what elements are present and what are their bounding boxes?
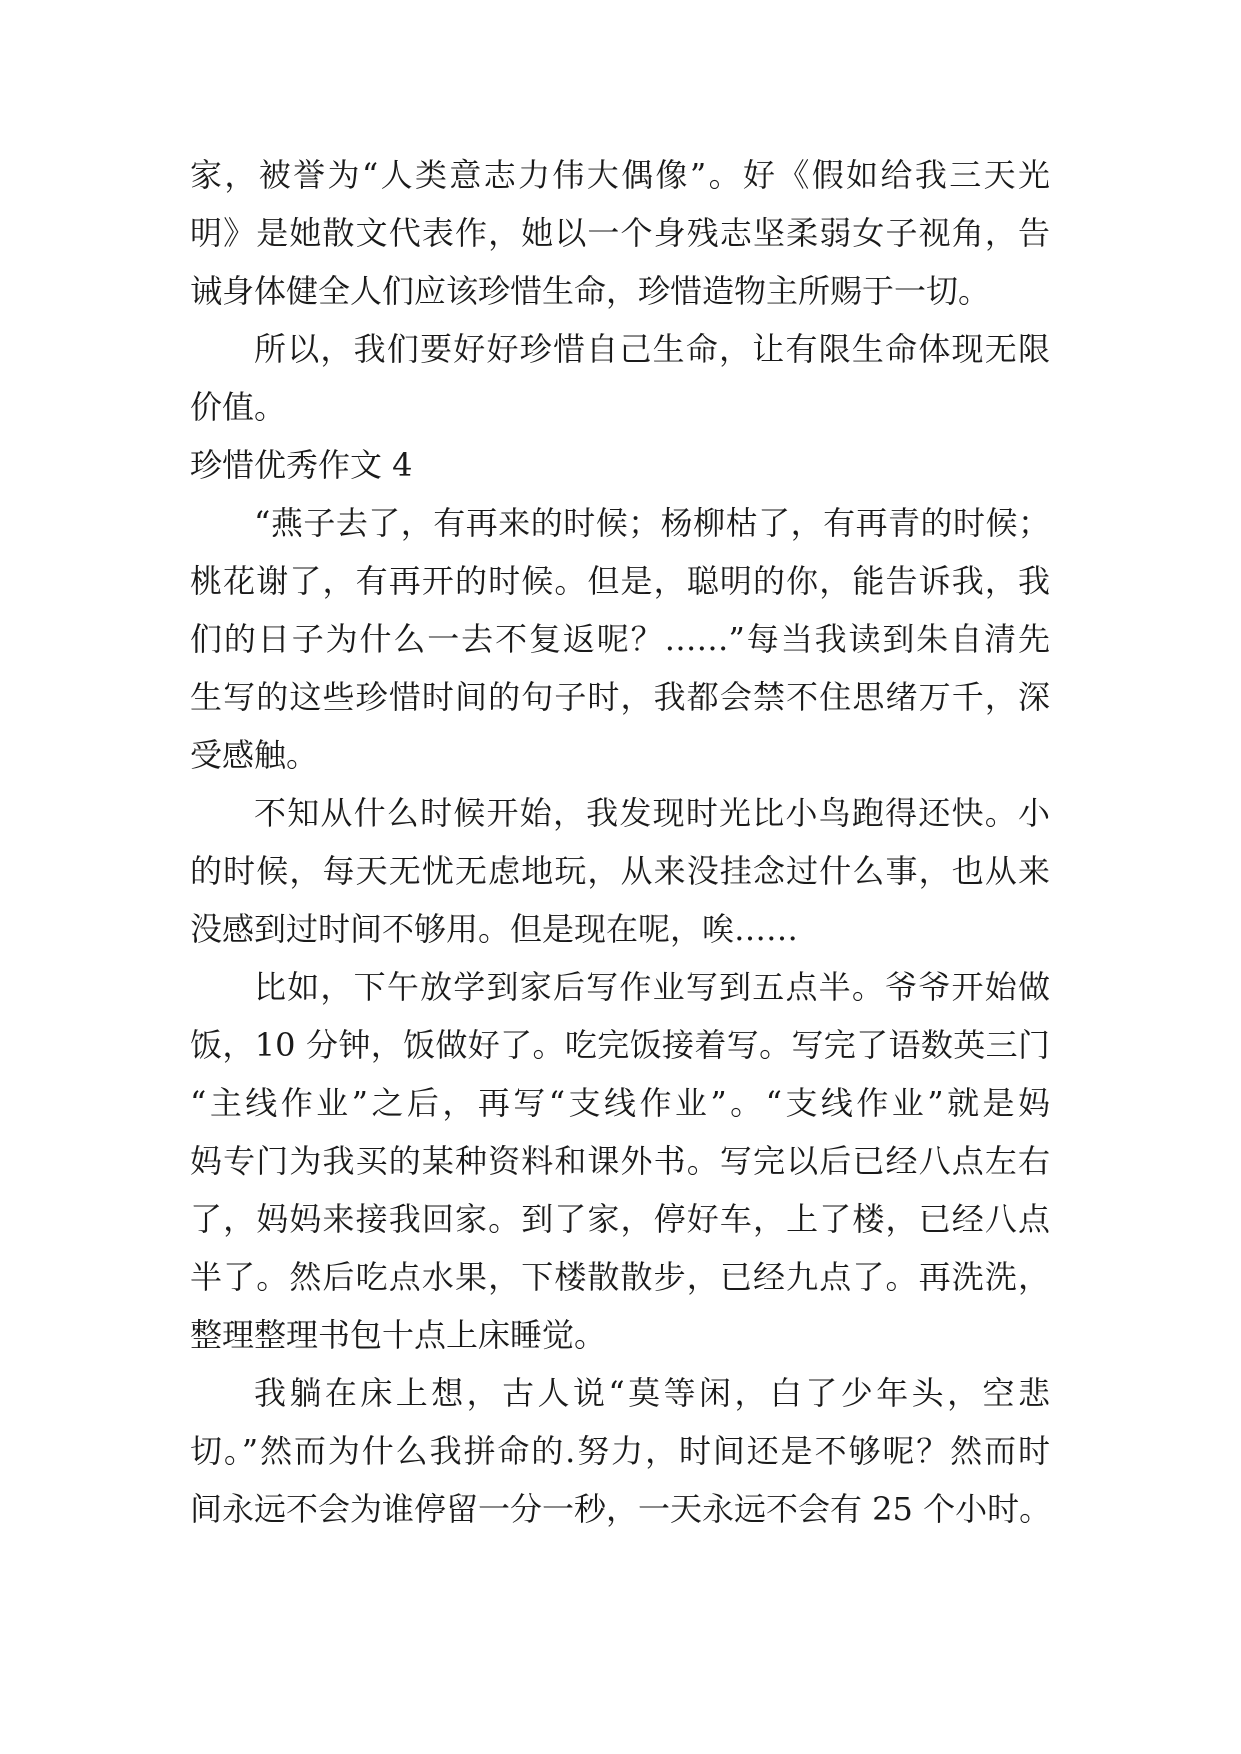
text-line: 整理整理书包十点上床睡觉。 — [190, 1316, 607, 1354]
text-line: 了，妈妈来接我回家。到了家，停好车，上了楼，已经八点 — [190, 1200, 1050, 1238]
text-line: 不知从什么时候开始，我发现时光比小鸟跑得还快。小 — [254, 794, 1050, 832]
section-heading: 珍惜优秀作文 4 — [190, 446, 413, 484]
text-line: 饭，10 分钟，饭做好了。吃完饭接着写。写完了语数英三门 — [190, 1026, 1050, 1064]
text-line: “燕子去了，有再来的时候；杨柳枯了，有再青的时候； — [254, 504, 1050, 542]
text-line: 桃花谢了，有再开的时候。但是，聪明的你，能告诉我，我 — [190, 562, 1050, 600]
text-line: 们的日子为什么一去不复返呢？……”每当我读到朱自清先 — [190, 620, 1050, 658]
text-line: 受感触。 — [190, 736, 319, 774]
text-line: 诫身体健全人们应该珍惜生命，珍惜造物主所赐于一切。 — [190, 272, 991, 310]
text-line: “主线作业”之后，再写“支线作业”。“支线作业”就是妈 — [190, 1084, 1050, 1122]
text-line: 比如，下午放学到家后写作业写到五点半。爷爷开始做 — [254, 968, 1050, 1006]
text-line: 家，被誉为“人类意志力伟大偶像”。好《假如给我三天光 — [190, 156, 1050, 194]
text-line: 的时候，每天无忧无虑地玩，从来没挂念过什么事，也从来 — [190, 852, 1050, 890]
text-line: 明》是她散文代表作，她以一个身残志坚柔弱女子视角，告 — [190, 214, 1050, 252]
text-line: 半了。然后吃点水果，下楼散散步，已经九点了。再洗洗， — [190, 1258, 1050, 1296]
text-line: 我躺在床上想，古人说“莫等闲，白了少年头，空悲 — [254, 1374, 1050, 1412]
text-line: 没感到过时间不够用。但是现在呢，唉…… — [190, 910, 799, 948]
text-line: 价值。 — [190, 388, 287, 426]
text-line: 所以，我们要好好珍惜自己生命，让有限生命体现无限 — [254, 330, 1050, 368]
text-line: 妈专门为我买的某种资料和课外书。写完以后已经八点左右 — [190, 1142, 1050, 1180]
text-line: 生写的这些珍惜时间的句子时，我都会禁不住思绪万千，深 — [190, 678, 1050, 716]
text-line: 间永远不会为谁停留一分一秒，一天永远不会有 25 个小时。 — [190, 1490, 1052, 1528]
text-line: 切。”然而为什么我拼命的.努力，时间还是不够呢？然而时 — [190, 1432, 1050, 1470]
